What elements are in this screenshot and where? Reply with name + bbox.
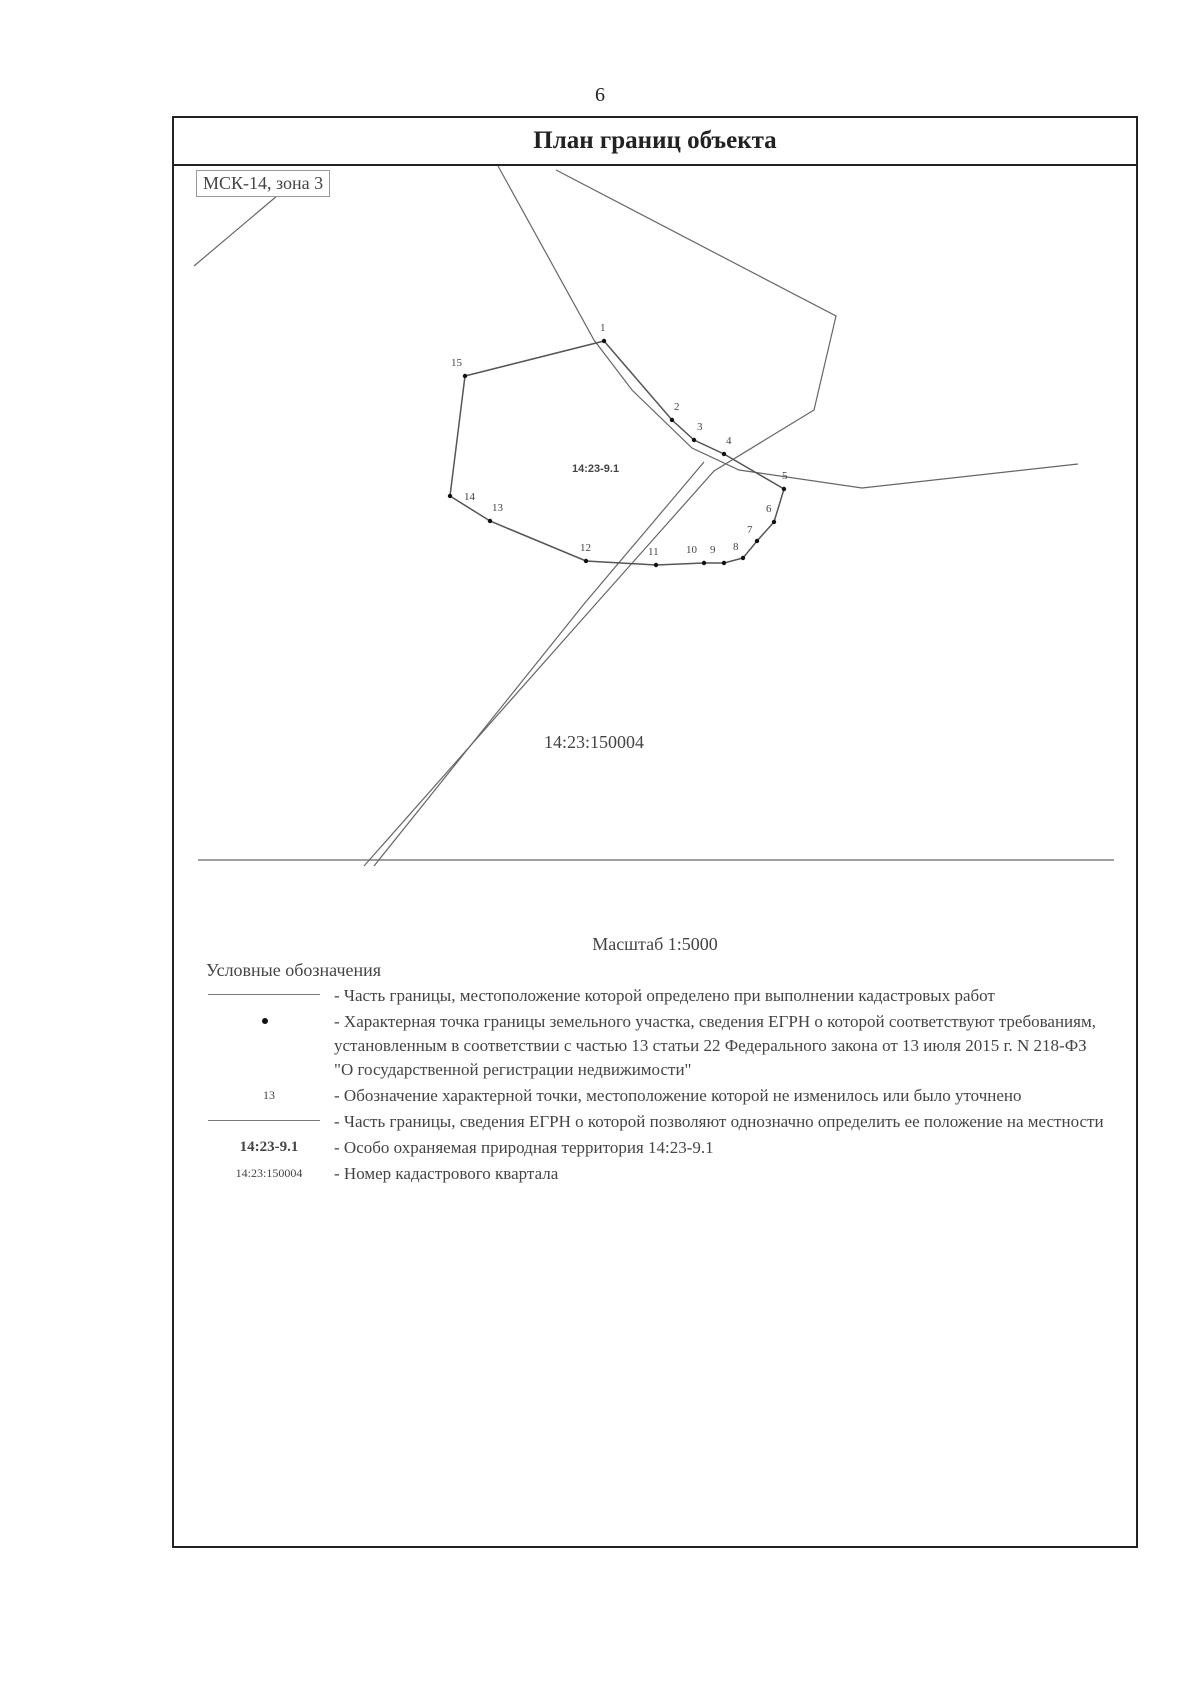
object-boundary-polygon	[450, 341, 784, 565]
characteristic-point	[670, 418, 674, 422]
point-label: 8	[733, 541, 739, 553]
legend-symbol-line	[204, 984, 334, 1006]
characteristic-point	[488, 519, 492, 523]
legend-text: - Характерная точка границы земельного участка, сведения ЕГРН о которой соответствуют требованиям, установленным в соответствии с частью 13 статьи 22 Федерального закона от 13 июля 2015 г. N 218-ФЗ "О государственной регистрации недвижимости"	[334, 1012, 1096, 1079]
boundary-map	[174, 166, 1136, 936]
zone-label: 14:23-9.1	[572, 463, 620, 475]
characteristic-point	[602, 339, 606, 343]
legend-item	[204, 1010, 1104, 1082]
legend-text: - Номер кадастрового квартала	[334, 1164, 559, 1183]
characteristic-point	[463, 374, 467, 378]
point-label: 14	[464, 491, 475, 503]
neighbor-boundary-line	[364, 170, 836, 866]
legend-symbol-line	[204, 1110, 334, 1132]
coordinate-system-label: МСК-14, зона 3	[196, 170, 330, 197]
legend-item	[204, 984, 1104, 1008]
legend-text: - Особо охраняемая природная территория 14:23-9.1	[334, 1138, 714, 1157]
characteristic-point	[772, 520, 776, 524]
point-label: 9	[710, 544, 716, 556]
legend-item	[204, 1136, 1104, 1160]
characteristic-point	[692, 438, 696, 442]
legend-title: Условные обозначения	[206, 960, 382, 980]
point-label: 13	[492, 502, 503, 514]
characteristic-point	[448, 494, 452, 498]
point-label: 12	[580, 542, 591, 554]
legend-symbol-point	[204, 1010, 334, 1032]
characteristic-point	[782, 487, 786, 491]
point-label: 10	[686, 544, 697, 556]
neighbor-boundary-line	[374, 462, 704, 866]
legend-text: - Часть границы, местоположение которой определено при выполнении кадастровых работ	[334, 986, 995, 1005]
legend	[204, 984, 1104, 1188]
cadastral-quarter-label: 14:23:150004	[544, 732, 645, 752]
neighbor-boundary-line	[194, 190, 284, 266]
characteristic-point	[741, 556, 745, 560]
legend-symbol-zone: 14:23-9.1	[239, 1139, 299, 1155]
boundary-plan-frame	[172, 116, 1138, 1548]
legend-item	[204, 1084, 1104, 1108]
legend-text: - Часть границы, сведения ЕГРН о которой позволяют однозначно определить ее положение на местности	[334, 1112, 1104, 1131]
characteristic-point	[584, 559, 588, 563]
point-label: 6	[766, 503, 772, 515]
legend-symbol-point-number: 13	[263, 1088, 275, 1102]
legend-symbol-cadastral: 14:23:150004	[235, 1166, 303, 1180]
map-canvas	[174, 166, 1136, 936]
point-label: 4	[726, 435, 732, 447]
point-label: 11	[648, 546, 659, 558]
characteristic-point	[722, 561, 726, 565]
characteristic-point	[722, 452, 726, 456]
point-label: 3	[697, 421, 703, 433]
legend-item	[204, 1110, 1104, 1134]
plan-title: План границ объекта	[174, 118, 1136, 166]
neighbor-boundary-line	[498, 166, 1078, 488]
characteristic-point	[755, 539, 759, 543]
point-label: 1	[600, 322, 606, 334]
legend-item	[204, 1162, 1104, 1186]
legend-text: - Обозначение характерной точки, местоположение которой не изменилось или было уточнено	[334, 1086, 1022, 1105]
characteristic-point	[654, 563, 658, 567]
point-label: 15	[451, 357, 462, 369]
map-scale: Масштаб 1:5000	[592, 934, 718, 954]
page-number: 6	[595, 84, 605, 106]
characteristic-point	[702, 561, 706, 565]
point-label: 5	[782, 470, 788, 482]
point-label: 2	[674, 401, 680, 413]
point-label: 7	[747, 524, 753, 536]
